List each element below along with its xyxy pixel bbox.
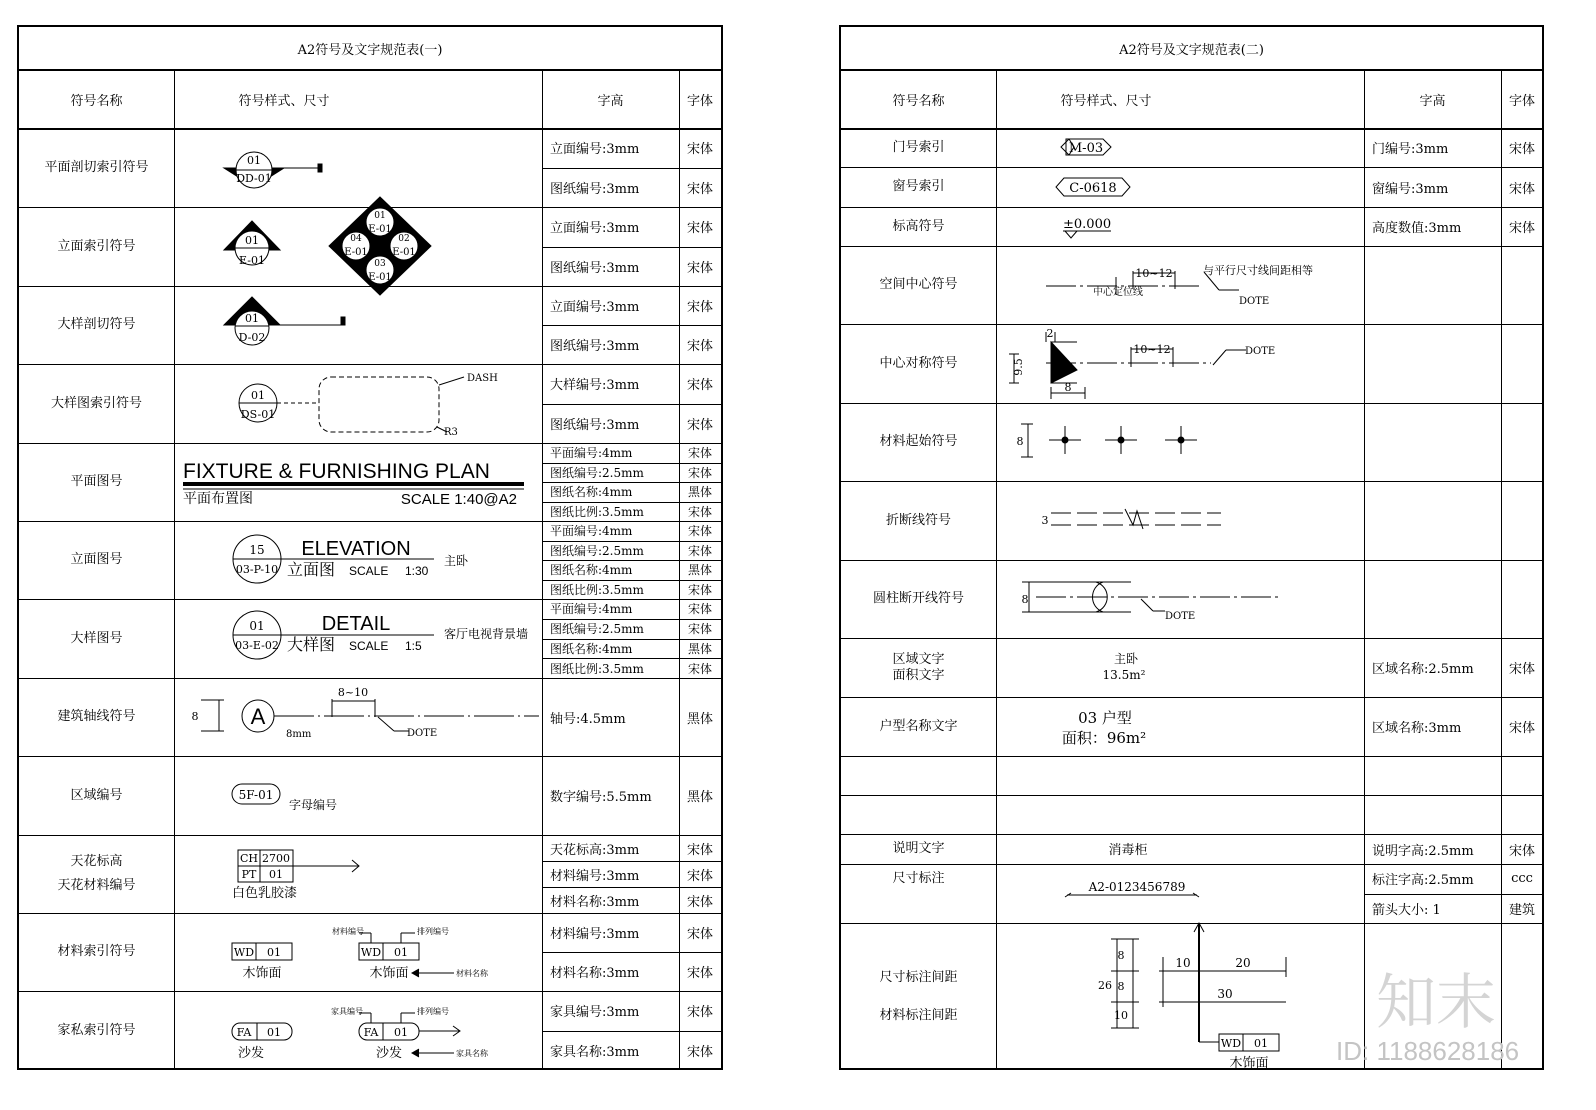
spec-font: 宋体: [686, 1005, 713, 1021]
spec-font: 宋体: [686, 378, 713, 394]
spec-height: 标注字高:2.5mm: [1372, 873, 1474, 889]
spec-font: 宋体: [1508, 142, 1535, 157]
symbol-text: 2700: [262, 852, 290, 865]
spec-height: 图纸编号:2.5mm: [550, 543, 644, 558]
spec-height: 图纸编号:3mm: [550, 339, 640, 354]
spec-height: 材料编号:3mm: [550, 868, 640, 884]
header-height: 字高: [1419, 94, 1446, 109]
symbol-text: DOTE: [1245, 346, 1276, 357]
symbol-path: [412, 1049, 419, 1057]
symbol-text: 03: [374, 259, 386, 269]
dimension-text: A2-0123456789: [1088, 880, 1186, 894]
row-name: 圆柱断开线符号: [872, 591, 964, 606]
symbol-box: [341, 317, 345, 325]
spec-font: 宋体: [686, 868, 713, 884]
axis-label: A: [250, 704, 266, 729]
row-name: 尺寸标注: [892, 870, 945, 886]
symbol-text: PT: [241, 868, 257, 881]
symbol-text: 01: [394, 946, 408, 959]
row-name: 大样图号: [70, 630, 123, 646]
left-symbol-drawings: [19, 27, 725, 1072]
row-name: 天花标高 天花材料编号: [57, 854, 136, 893]
spec-height: 材料名称:3mm: [550, 894, 640, 910]
symbol-text: 沙发: [237, 1046, 265, 1061]
symbol-text: 10: [1114, 1009, 1128, 1022]
dim-text: 8: [191, 710, 199, 723]
symbol-text: 1:30: [405, 564, 429, 578]
spec-font: 宋体: [687, 602, 712, 617]
watermark-brand: 知末: [1376, 969, 1496, 1036]
spec-height: 平面编号:4mm: [550, 602, 633, 617]
spec-font: 宋体: [1508, 662, 1535, 677]
symbol-text: 木饰面: [369, 966, 409, 981]
symbol-text: 与平行尺寸线间距相等: [1203, 264, 1313, 277]
symbol-text: 01: [374, 211, 386, 221]
header-font: 字体: [1508, 94, 1535, 109]
row-name: 建筑轴线符号: [57, 709, 136, 724]
symbol-circle: [1062, 437, 1068, 443]
table-left-title: A2符号及文字规范表(一): [19, 27, 721, 71]
symbol-text: E-01: [344, 247, 368, 258]
symbol-line: [1141, 599, 1153, 611]
door-index: M-03: [1068, 141, 1104, 156]
detail-title: DETAIL: [321, 613, 391, 635]
spec-font: 宋体: [686, 300, 713, 315]
symbol-line: [1213, 350, 1226, 365]
spec-height: 窗编号:3mm: [1372, 181, 1449, 197]
spec-font: 建筑: [1508, 902, 1535, 918]
header-style-label: 符号样式、尺寸: [1060, 94, 1152, 109]
symbol-text: 沙发: [375, 1046, 403, 1061]
spec-font: ccc: [1511, 871, 1533, 887]
row-name: 大样图索引符号: [50, 395, 142, 411]
spec-height: 箭头大小: 1: [1372, 902, 1441, 918]
symbol-box: [318, 164, 322, 172]
spec-font: 宋体: [686, 417, 713, 433]
symbol-text: 家具编号: [331, 1007, 363, 1016]
symbol-text: 10~12: [1135, 267, 1173, 280]
symbol-text: 01: [1254, 1037, 1268, 1050]
spec-height: 图纸比例:3.5mm: [550, 582, 644, 597]
symbol-text: 01: [251, 389, 265, 402]
spec-font: 黑体: [687, 563, 712, 578]
spec-height: 说明字高:2.5mm: [1372, 843, 1474, 859]
row-name: 材料索引符号: [57, 944, 136, 959]
symbol-text: 10~12: [1133, 343, 1171, 356]
elevation-title: ELEVATION: [301, 538, 411, 560]
symbol-text: 客厅电视背景墙: [444, 627, 529, 641]
symbol-text: 03-P-10: [235, 563, 279, 576]
row-name: 说明文字: [892, 841, 945, 856]
watermark-id: ID: 1188628186: [1336, 1036, 1520, 1066]
symbol-box: [319, 377, 439, 432]
spec-height: 图纸名称:4mm: [550, 485, 633, 500]
dim-text: 8: [1021, 593, 1029, 606]
spec-height: 平面编号:4mm: [550, 446, 633, 461]
plan-scale: SCALE 1:40@A2: [400, 491, 517, 508]
spec-height: 材料名称:3mm: [550, 966, 640, 981]
symbol-path: [1125, 509, 1143, 529]
row-name: 立面索引符号: [57, 238, 136, 254]
symbol-text: 字母编号: [289, 798, 338, 812]
sheet-number: DD-01: [236, 172, 272, 185]
row-name: 中心对称符号: [879, 355, 958, 371]
symbol-text: 04: [350, 234, 362, 244]
symbol-text: 26: [1098, 979, 1112, 992]
spec-height: 区域名称:2.5mm: [1372, 662, 1474, 677]
symbol-text: FA: [236, 1026, 252, 1039]
spec-font: 宋体: [686, 927, 713, 942]
symbol-text: 02: [398, 234, 410, 244]
spec-font: 宋体: [686, 842, 713, 858]
dim-text: 8: [1016, 435, 1024, 448]
symbol-text: 01: [245, 312, 259, 325]
row-name: 大样剖切符号: [57, 317, 136, 332]
header-name: 符号名称: [892, 94, 945, 109]
spec-height: 立面编号:3mm: [550, 300, 640, 315]
symbol-line: [378, 717, 394, 731]
symbol-text: 立面图: [287, 560, 336, 579]
row-name: 窗号索引: [892, 179, 945, 194]
symbol-text: 8mm: [286, 729, 312, 740]
spec-font: 宋体: [687, 582, 712, 597]
table-right: [839, 25, 1544, 1070]
symbol-text: 大样图: [287, 635, 336, 654]
spec-height: 轴号:4.5mm: [550, 711, 626, 727]
symbol-text: E-01: [368, 224, 392, 235]
spec-font: 宋体: [1508, 721, 1535, 736]
spec-height: 天花标高:3mm: [550, 842, 640, 858]
symbol-text: E-01: [239, 254, 265, 267]
spec-font: 宋体: [1508, 221, 1535, 236]
dash-label: DASH: [467, 373, 498, 384]
symbol-text: 01: [267, 1026, 281, 1039]
spec-height: 家具名称:3mm: [550, 1044, 640, 1060]
spec-height: 平面编号:4mm: [550, 524, 633, 539]
symbol-circle: [1118, 437, 1124, 443]
spec-height: 图纸名称:4mm: [550, 563, 633, 578]
symbol-text: 15: [249, 543, 265, 557]
row-name: 平面图号: [70, 474, 123, 489]
symbol-text: 2: [1046, 327, 1054, 340]
symbol-text: 01: [269, 868, 283, 881]
note-text: 消毒柜: [1108, 843, 1148, 858]
symbol-text: 中心定位线: [1093, 287, 1143, 298]
symbol-text: 8: [1117, 980, 1125, 993]
zone-name: 主卧: [1113, 652, 1139, 666]
spec-height: 图纸比例:3.5mm: [550, 661, 644, 676]
row-name: 区域编号: [70, 787, 123, 803]
symbol-text: 8: [1064, 381, 1072, 394]
spec-height: 高度数值:3mm: [1372, 221, 1462, 236]
symbol-line: [439, 377, 464, 385]
symbol-text: DOTE: [1239, 296, 1270, 307]
spec-font: 宋体: [1508, 843, 1535, 859]
symbol-text: 白色乳胶漆: [232, 886, 298, 901]
row-name: 立面图号: [70, 552, 123, 567]
row-name: 折断线符号: [885, 512, 951, 528]
spec-font: 宋体: [686, 260, 713, 276]
spec-height: 图纸编号:2.5mm: [550, 465, 644, 480]
spec-font: 宋体: [687, 446, 712, 461]
right-symbol-drawings: [841, 27, 1546, 1072]
symbol-text: E-01: [368, 272, 392, 283]
radius-label: R3: [444, 427, 458, 438]
table-right-title: A2符号及文字规范表(二): [841, 27, 1542, 71]
plan-title-text: FIXTURE & FURNISHING PLAN: [183, 460, 490, 483]
index-number: 01: [247, 154, 261, 167]
spec-font: 宋体: [686, 966, 713, 981]
symbol-text: 8~10: [337, 686, 369, 699]
symbol-text: 01: [394, 1026, 408, 1039]
symbol-text: 01: [267, 946, 281, 959]
symbol-text: WD: [360, 946, 382, 959]
level-value: ±0.000: [1063, 217, 1112, 232]
symbol-text: 10: [1175, 956, 1191, 970]
symbol-text: FA: [363, 1026, 379, 1039]
row-name: 家私索引符号: [57, 1022, 136, 1038]
spec-font: 黑体: [686, 711, 713, 727]
symbol-text: DS-01: [240, 408, 276, 421]
header-height: 字高: [597, 94, 624, 109]
spec-height: 区域名称:3mm: [1372, 721, 1462, 736]
spec-font: 黑体: [687, 485, 712, 500]
spec-height: 数字编号:5.5mm: [550, 790, 652, 805]
spec-font: 宋体: [687, 661, 712, 676]
symbol-text: 木饰面: [1229, 1056, 1269, 1071]
spec-font: 宋体: [687, 543, 712, 558]
row-name: 户型名称文字: [879, 718, 958, 734]
header-name: 符号名称: [70, 94, 123, 109]
header-font: 字体: [686, 94, 713, 109]
symbol-text: 20: [1235, 956, 1251, 970]
symbol-text: 面积：96m²: [1061, 729, 1147, 747]
symbol-text: 03 户型: [1078, 709, 1132, 727]
spec-font: 宋体: [687, 622, 712, 637]
spec-height: 立面编号:3mm: [550, 221, 640, 237]
symbol-text: WD: [233, 946, 255, 959]
symbol-text: CH: [239, 852, 259, 865]
spec-font: 宋体: [686, 221, 713, 237]
symbol-text: 01: [245, 234, 259, 247]
symbol-text: SCALE: [349, 564, 389, 578]
spec-font: 宋体: [686, 181, 713, 197]
zone-area: 13.5m²: [1102, 668, 1146, 682]
spec-height: 图纸编号:2.5mm: [550, 622, 644, 637]
spec-font: 宋体: [686, 339, 713, 354]
row-name: 空间中心符号: [879, 277, 958, 292]
spec-height: 图纸编号:3mm: [550, 417, 640, 433]
spec-height: 门编号:3mm: [1372, 142, 1449, 157]
spec-height: 图纸编号:3mm: [550, 181, 640, 197]
spec-height: 大样编号:3mm: [550, 378, 640, 394]
symbol-text: 01: [249, 619, 265, 633]
spec-font: 黑体: [687, 641, 712, 656]
header-style-label: 符号样式、尺寸: [238, 94, 330, 109]
plan-subtitle: 平面布置图: [183, 491, 253, 507]
symbol-text: D-02: [238, 331, 266, 344]
symbol-text: E-01: [392, 247, 416, 258]
row-name: 标高符号: [892, 218, 945, 234]
symbol-text: 排列编号: [417, 927, 449, 936]
symbol-text: 材料编号: [332, 927, 364, 936]
symbol-text: 1:5: [405, 639, 422, 653]
spec-height: 图纸名称:4mm: [550, 641, 633, 656]
window-index: C-0618: [1069, 181, 1117, 196]
table-left: [17, 25, 723, 1070]
spec-font: 宋体: [686, 142, 713, 158]
symbol-text: 03-E-02: [235, 639, 279, 652]
dim-text: 3: [1041, 514, 1049, 527]
symbol-circle: [1178, 437, 1184, 443]
spec-height: 材料编号:3mm: [550, 927, 640, 942]
row-name: 门号索引: [892, 139, 945, 155]
row-name: 材料起始符号: [879, 434, 958, 449]
row-name: 区域文字 面积文字: [892, 651, 945, 683]
symbol-path: [412, 969, 419, 977]
spec-font: 宋体: [686, 1044, 713, 1060]
row-name: 尺寸标注间距 材料标注间距: [879, 969, 958, 1023]
spec-font: 黑体: [686, 790, 713, 805]
spec-font: 宋体: [686, 894, 713, 910]
row-name: 平面剖切索引符号: [44, 159, 149, 175]
symbol-text: 家具名称: [456, 1049, 488, 1058]
symbol-text: 主卧: [444, 554, 469, 568]
symbol-path: [1061, 139, 1069, 155]
symbol-text: 木饰面: [242, 966, 282, 981]
symbol-text: DOTE: [407, 728, 438, 739]
symbol-text: WD: [1220, 1037, 1242, 1050]
symbol-text: 8: [1117, 949, 1125, 962]
spec-height: 图纸编号:3mm: [550, 260, 640, 276]
symbol-text: SCALE: [349, 639, 389, 653]
spec-height: 立面编号:3mm: [550, 142, 640, 158]
spec-font: 宋体: [687, 504, 712, 519]
dim-text: 9.5: [1012, 358, 1025, 376]
symbol-path: [1065, 231, 1077, 238]
symbol-text: 5F-01: [238, 788, 274, 802]
symbol-text: DOTE: [1165, 611, 1196, 622]
symbol-text: 材料名称: [456, 969, 488, 978]
spec-font: 宋体: [687, 465, 712, 480]
spec-font: 宋体: [687, 524, 712, 539]
spec-height: 家具编号:3mm: [550, 1005, 640, 1021]
spec-font: 宋体: [1508, 181, 1535, 197]
symbol-text: 30: [1217, 987, 1233, 1001]
symbol-text: 排列编号: [417, 1007, 449, 1016]
spec-height: 图纸比例:3.5mm: [550, 504, 644, 519]
